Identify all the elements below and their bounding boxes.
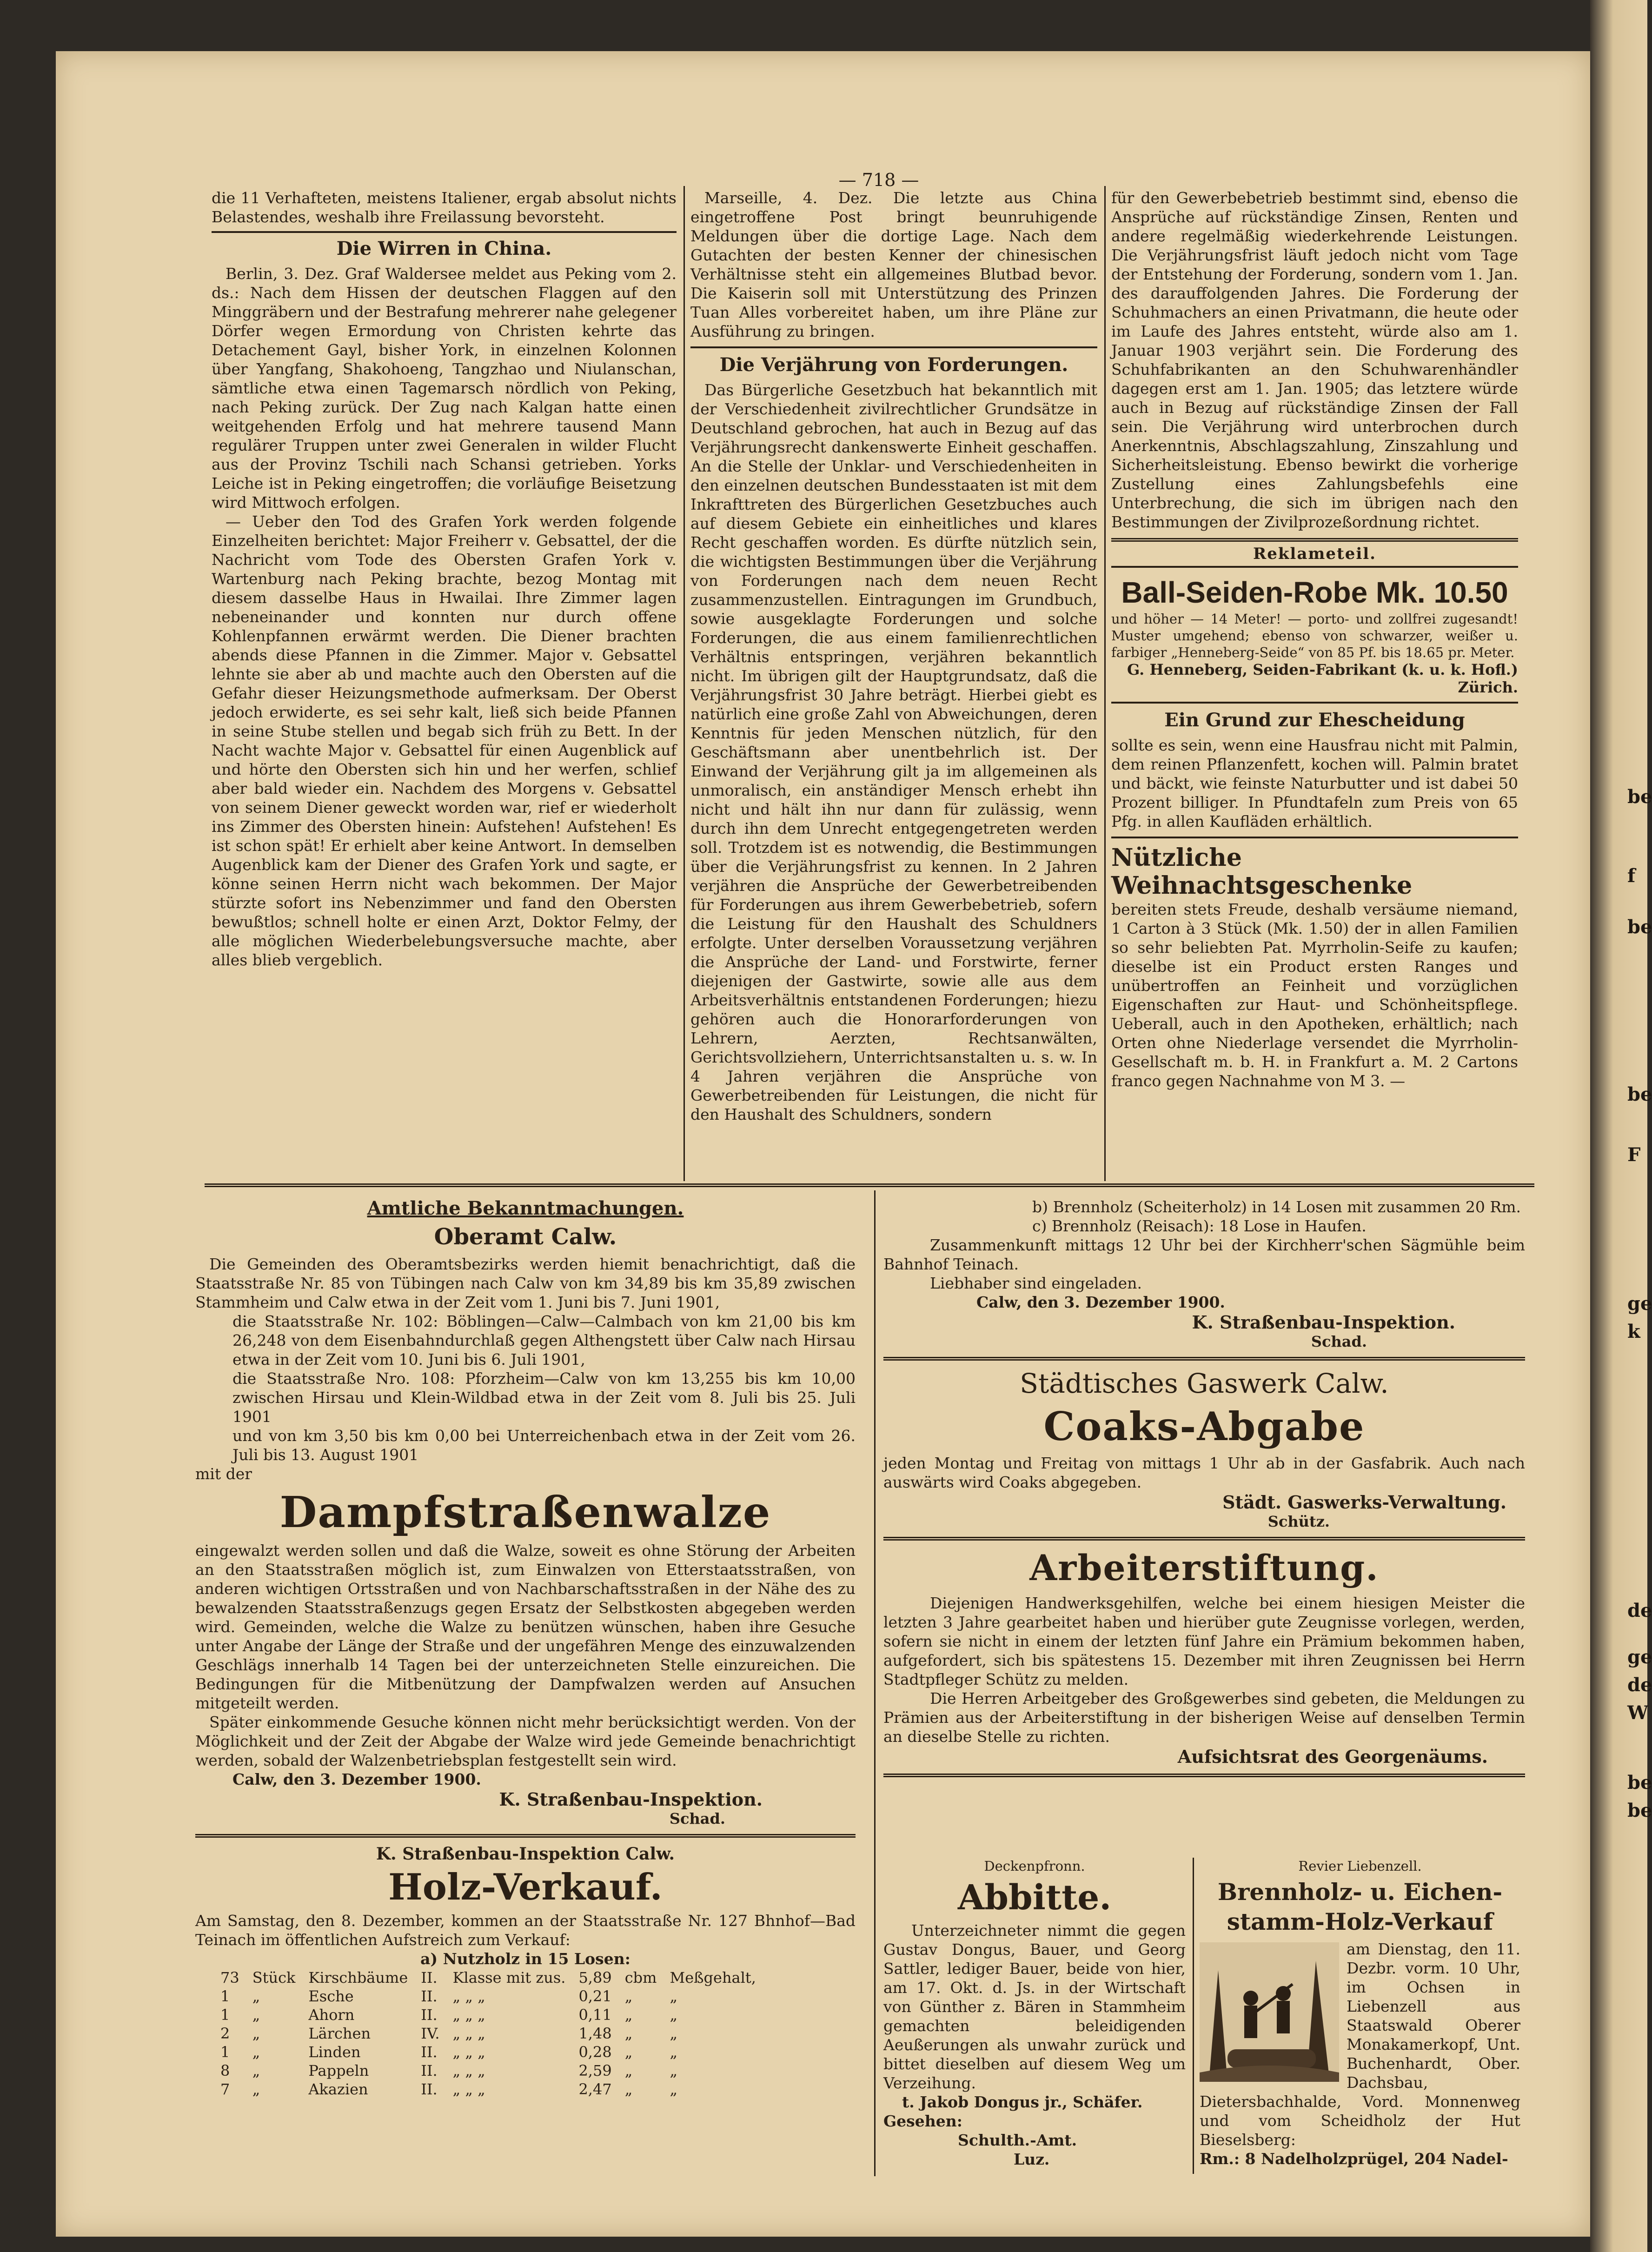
nutzholz-cell: 1 — [220, 2006, 230, 2024]
grund-text: sollte es sein, wenn eine Hausfrau nicht mit Palmin, dem reinen Pflanzenfett, kochen will. Palmin bratet und bäckt, wie feinste Naturbutter und ist dabei 50 Prozent billiger. In Pfundtafeln zum Preis von 65 Pfg. in allen Kaufläden erhältlich. — [1111, 736, 1518, 830]
nutzholz-cell: „ — [252, 2062, 260, 2079]
woodcutters-illustration — [1200, 1942, 1339, 2082]
brennholz-text: am Dienstag, den 11. Dezbr. vorm. 10 Uhr, im Ochsen in Liebenzell aus Staatswald Oberer Monakamerkopf, Unt. Buchenhardt, Ober. Dachsbau, Dietersbachhalde, Vord. Monnenweg und vom Scheidholz der Hut Bieselsberg: — [1200, 1940, 1520, 2149]
nutzholz-cell: „ — [670, 2006, 678, 2024]
arbeiter-paragraph-1: Diejenigen Handwerksgehilfen, welche bei einem hiesigen Meister die letzten 3 Jahre gearbeitet haben und hierüber gute Zeugnisse vorlegen, werden, sofern sie nicht in einem der letzten fünf Jahre ein Prämium bekommen haben, aufgefordert, sich bis spätestens 15. Dezember mit ihren Zeugnissen bei Herrn Stadtpfleger Schütz zu melden. — [883, 1594, 1525, 1688]
holz-paragraph: Am Samstag, den 8. Dezember, kommen an der Staatsstraße Nr. 127 Bhnhof—Bad Teinach im öffentlichen Aufstreich zum Verkauf: — [195, 1912, 856, 1949]
nutzholz-cell: „ „ „ — [452, 2080, 485, 2098]
china-paragraph-2: — Ueber den Tod des Grafen York werden folgende Einzelheiten berichtet: Major Freiherr v. Gebsattel, der die Nachricht vom Tode des Obersten Grafen York v. Wartenburg nach Peking brachte, bezog Montag mit diesem dasselbe Haus in Hwailai. Ihre Zimmer lagen nebeneinander und konnten nur durch offene Kohlenpfannen erwärmt werden. Die Diener brachten abends diese Pfannen in die Zimmer. Major v. Gebsattel lehnte sie aber ab und machte auch den Obersten auf die Gefahr dieser Heizungsmethode aufmerksam. Der Oberst jedoch erwiderte, es sei sehr kalt, ließ sich beide Pfannen in seine Stube stellen und begab sich früh zu Bett. In der Nacht wachte Major v. Gebsattel für einen Augenblick auf und hörte den Obersten sich hin und her werfen, schlief aber bald wieder ein. Nachdem des Morgens v. Gebsattel von seinem Diener geweckt worden war, rief er wiederholt ins Zimmer des Obersten hinein: Aufstehen! Aufstehen! Es ist schon spät! Er erhielt aber keine Antwort. In demselben Augenblick kam der Diener des Grafen York und sagte, er könne seinen Herrn nicht wach bekommen. Der Major stürzte sofort ins Nebenzimmer und fand den Obersten bewußtlos; schnell holte er einen Arzt, Doktor Felmy, der alle möglichen Wiederbelebungsversuche machte, aber alles blieb vergeblich. — [212, 512, 677, 969]
page-number: — 718 — — [838, 170, 919, 190]
nutzholz-cell: 2,59 — [578, 2062, 612, 2079]
amtlich-paragraph-3: die Staatsstraße Nro. 108: Pforzheim—Calw von km 13,255 bis km 10,00 zwischen Hirsau und Klein-Wildbad etwa in der Zeit vom 8. Juli bis 25. Juli 1901 — [232, 1369, 856, 1426]
nutzholz-cell: II. — [421, 2062, 438, 2079]
column-2 — [690, 188, 1097, 1124]
nutzholz-cell: „ — [252, 2025, 260, 2042]
facing-page-fragment: k — [1627, 1321, 1640, 1342]
mit-der: mit der — [195, 1465, 252, 1483]
nutzholz-cell: 0,21 — [578, 1987, 612, 2005]
nutzholz-cell: „ „ „ — [452, 2025, 485, 2042]
column-rule — [1104, 186, 1106, 1181]
divider — [883, 1357, 1525, 1361]
nutzholz-cell: „ „ „ — [452, 1987, 485, 2005]
nutzholz-cell: „ — [252, 2043, 260, 2061]
facing-page-fragment: ge — [1627, 1293, 1652, 1315]
holz-date: Calw, den 3. Dezember 1900. — [976, 1293, 1225, 1311]
marseille-paragraph: Marseille, 4. Dez. Die letzte aus China eingetroffene Post bringt beunruhigende Meldungen über die dortige Lage. Nach dem Gutachten der besten Kenner der chinesischen Verhältnisse steht ein allgemeines Blutbad bevor. Die Kaiserin soll mit Unterstützung des Prinzen Tuan Alles vorbereitet haben, um ihre Pläne zur Ausführung zu bringen. — [690, 189, 1097, 340]
nutzholz-cell: Meßgehalt, — [670, 1969, 756, 1986]
facing-page-fragment: F — [1627, 1144, 1641, 1166]
abbitte-place: Deckenpfronn. — [984, 1858, 1085, 1874]
nutzholz-cell: 7 — [220, 2080, 230, 2098]
nutzholz-cell: 2,47 — [578, 2080, 612, 2098]
gaswerk-signature: Städt. Gaswerks-Verwaltung. — [1222, 1492, 1506, 1513]
verjaehrung-continued: für den Gewerbebetrieb bestimmt sind, ebenso die Ansprüche auf rückständige Zinsen, Renten und andere regelmäßig wiederkehrende Leistungen. Die Verjährungsfrist läuft jedoch nicht vom Tage der Entstehung der Forderung, sondern vom 1. Jan. des darauffolgenden Jahres. Die Forderung der Schuhmachers an einen Privatmann, die heute oder im Laufe des Jahres entsteht, würde also am 1. Januar 1903 verjährt sein. Die Forderung des Schuhfabrikanten an den Schuhwarenhändler dagegen erst am 1. Jan. 1905; das letztere würde auch in Bezug auf rückständige Zinsen der Fall sein. Die Verjährung wird unterbrochen durch Anerkenntnis, Abschlagszahlung, Zinszahlung und Sicherheitsleistung. Ebenso bewirkt die vorherige Zustellung eines Zahlungsbefehls eine Unterbrechung, die sich im übrigen nach den Bestimmungen der Zivilprozeßordnung richtet. — [1111, 189, 1518, 531]
nutzholz-cell: „ — [670, 2043, 678, 2061]
facing-page-fragment: ge — [1627, 1646, 1652, 1668]
nutzholz-row — [214, 2024, 763, 2043]
nutzholz-cell: „ — [624, 2025, 633, 2042]
nutzholz-cell: „ „ „ — [452, 2062, 485, 2079]
divider — [212, 231, 677, 233]
brennholz-ad — [1200, 1858, 1520, 2168]
holz-brennholz-c: c) Brennholz (Reisach): 18 Lose in Haufen. — [1032, 1217, 1367, 1235]
nutzholz-row — [214, 2043, 763, 2061]
nutzholz-cell: „ — [624, 1987, 633, 2005]
nutzholz-table — [214, 1968, 763, 2099]
facing-page-fragment: be — [1627, 1800, 1652, 1821]
weihnacht-heading: Nützliche Weihnachtsgeschenke — [1111, 844, 1413, 900]
nutzholz-cell: Esche — [308, 1987, 354, 2005]
column-3 — [1111, 188, 1518, 1090]
facing-page-fragment: f — [1627, 865, 1636, 887]
amtlich-date: Calw, den 3. Dezember 1900. — [232, 1770, 481, 1788]
nutzholz-cell: 0,11 — [578, 2006, 612, 2024]
amtlich-signature: K. Straßenbau-Inspektion. — [499, 1789, 763, 1810]
nutzholz-row — [214, 1987, 763, 2006]
amtlich-paragraph-4: und von km 3,50 bis km 0,00 bei Unterreichenbach etwa in der Zeit vom 26. Juli bis 13. August 1901 — [232, 1427, 856, 1464]
nutzholz-cell: „ — [670, 2062, 678, 2079]
nutzholz-cell: „ — [252, 1987, 260, 2005]
abbitte-signature: t. Jakob Dongus jr., Schäfer. — [902, 2093, 1143, 2111]
nutzholz-cell: „ — [670, 1987, 678, 2005]
arbeiter-paragraph-2: Die Herren Arbeitgeber des Großgewerbes sind gebeten, die Meldungen zu Prämien aus der Arbeiterstiftung in der bisherigen Weise auf denselben Termin an dieselbe Stelle zu richten. — [883, 1689, 1525, 1746]
abbitte-amt: Schulth.-Amt. — [958, 2131, 1077, 2149]
nutzholz-cell: Klasse mit zus. — [452, 1969, 566, 1986]
abbitte-name: Luz. — [1014, 2150, 1050, 2168]
right-ads — [883, 1197, 1525, 1784]
divider — [1111, 538, 1518, 542]
nutzholz-cell: 1 — [220, 2043, 230, 2061]
brennholz-place: Revier Liebenzell. — [1298, 1858, 1422, 1874]
nutzholz-cell: 1 — [220, 1987, 230, 2005]
holz-title: Holz-Verkauf. — [388, 1866, 663, 1908]
nutzholz-cell: 0,28 — [578, 2043, 612, 2061]
facing-page-fragment: be — [1627, 1772, 1652, 1794]
nutzholz-cell: „ „ „ — [452, 2006, 485, 2024]
nutzholz-cell: 73 — [220, 1969, 239, 1986]
nutzholz-cell: Ahorn — [308, 2006, 355, 2024]
reklame-heading: Reklameteil. — [1253, 545, 1376, 563]
nutzholz-cell: 5,89 — [578, 1969, 612, 1986]
nutzholz-cell: „ — [624, 2043, 633, 2061]
divider — [195, 1834, 856, 1838]
divider — [883, 1537, 1525, 1541]
facing-page-fragment: de — [1627, 1674, 1652, 1696]
nutzholz-cell: „ — [624, 2006, 633, 2024]
amtlich-paragraph-6: Später einkommende Gesuche können nicht mehr berücksichtigt werden. Von der Möglichkeit und der Zeit der Abgabe der Walze wird jede Gemeinde benachrichtigt werden, sobald der Walzenbetriebsplan festgestellt sein wird. — [195, 1713, 856, 1769]
dampfwalze-title: Dampfstraßenwalze — [279, 1487, 771, 1537]
holz-signature: K. Straßenbau-Inspektion. — [1192, 1312, 1455, 1333]
column-rule — [874, 1190, 876, 2176]
arbeiter-title: Arbeiterstiftung. — [1029, 1547, 1379, 1588]
column-1 — [212, 188, 677, 970]
amtlich-paragraph-5: eingewalzt werden sollen und daß die Walze, soweit es ohne Störung der Arbeiten an den Staatsstraßen möglich ist, zum Einwalzen von Etterstaatsstraßen, von anderen wichtigen Ortsstraßen und von Nachbarschaftsstraßen in der Nähe des zu bewalzenden Staatsstraßenzugs gegen Ersatz der Selbstkosten abgegeben werden wird. Gemeinden, welche die Walze zu benützen wünschen, haben ihre Gesuche unter Angabe der Länge der Straße und der ungefähren Menge des einzuwalzenden Geschlägs innerhalb 14 Tagen bei der unterzeichneten Stelle einzureichen. Die Bedingungen für die Mitbenützung der Dampfwalzen werden auf Ansuchen mitgeteilt werden. — [195, 1541, 856, 1712]
nutzholz-cell: 1,48 — [578, 2025, 612, 2042]
facing-page-fragment: be — [1627, 1083, 1652, 1105]
column-rule — [1193, 1858, 1194, 2174]
facing-page-fragment: be — [1627, 786, 1652, 808]
nutzholz-cell: „ — [252, 2006, 260, 2024]
grund-heading: Ein Grund zur Ehescheidung — [1164, 709, 1465, 731]
nutzholz-cell: Pappeln — [308, 2062, 369, 2079]
nutzholz-cell: IV. — [421, 2025, 440, 2042]
brennholz-last-line: Rm.: 8 Nadelholzprügel, 204 Nadel- — [1200, 2150, 1508, 2168]
nutzholz-cell: II. — [421, 2043, 438, 2061]
seide-text: und höher — 14 Meter! — porto- und zollfrei zugesandt! Muster umgehend; ebenso von schwarzer, weißer u. farbiger „Henneberg-Seide“ von 85 Pf. bis 18.65 pr. Meter. — [1111, 611, 1518, 660]
nutzholz-cell: „ — [624, 2062, 633, 2079]
nutzholz-cell: 2 — [220, 2025, 230, 2042]
seide-firm: G. Henneberg, Seiden-Fabrikant (k. u. k. Hofl.) Zürich. — [1127, 661, 1518, 696]
nutzholz-cell: II. — [421, 2080, 438, 2098]
nutzholz-row — [214, 2080, 763, 2099]
nutzholz-cell: Linden — [308, 2043, 361, 2061]
divider — [1111, 702, 1518, 704]
divider — [1111, 837, 1518, 838]
divider — [1111, 566, 1518, 568]
holz-liebhaber: Liebhaber sind eingeladen. — [930, 1274, 1142, 1292]
divider — [690, 346, 1097, 348]
holz-signature-name: Schad. — [1311, 1333, 1367, 1350]
coaks-title: Coaks-Abgabe — [1043, 1403, 1365, 1449]
book-gutter — [1590, 0, 1647, 2252]
oberamt-heading: Oberamt Calw. — [434, 1224, 617, 1250]
nutzholz-cell: Kirschbäume — [308, 1969, 408, 1986]
facing-page-fragment: de — [1627, 1600, 1652, 1621]
nutzholz-cell: cbm — [624, 1969, 657, 1986]
nutzholz-row — [214, 2061, 763, 2080]
nutzholz-cell: „ — [624, 2080, 633, 2098]
nutzholz-cell: II. — [421, 1987, 438, 2005]
nutzholz-cell: Lärchen — [308, 2025, 371, 2042]
coaks-text: jeden Montag und Freitag von mittags 1 Uhr ab in der Gasfabrik. Auch nach auswärts wird Coaks abgegeben. — [883, 1454, 1525, 1491]
column-rule — [683, 186, 685, 1181]
nutzholz-cell: II. — [421, 1969, 438, 1986]
facing-page-fragment: W — [1627, 1702, 1648, 1724]
newspaper-page — [56, 51, 1590, 2237]
gaswerk-heading: Städtisches Gaswerk Calw. — [1020, 1368, 1389, 1399]
amtlich-section — [195, 1197, 856, 2099]
verjaehrung-paragraph: Das Bürgerliche Gesetzbuch hat bekanntlich mit der Verschiedenheit zivilrechtlicher Grundsätze in Deutschland gebrochen, hat auch in Bezug auf das Verjährungsrecht dankenswerte Einheit geschaffen. An die Stelle der Unklar- und Verschiedenheiten in den einzelnen deutschen Bundesstaaten ist mit dem Inkrafttreten des Bürgerlichen Gesetzbuches auch auf diesem Gebiete ein einheitliches und klares Recht geschaffen worden. Es dürfte nützlich sein, die wichtigsten Bestimmungen über die Verjährung von Forderungen nach dem neuen Recht zusammenzustellen. Eintragungen im Grundbuch, sowie ausgeklagte Forderungen und solche Forderungen, die aus einem familienrechtlichen Verhältnis entspringen, verjähren bekanntlich nicht. Im übrigen gilt der Hauptgrundsatz, daß die Verjährungsfrist 30 Jahre beträgt. Hierbei giebt es natürlich eine große Zahl von Abweichungen, deren Kenntnis für jeden Menschen nützlich, für den Geschäftsmann aber unentbehrlich ist. Der Einwand der Verjährung gilt ja im allgemeinen als unmoralisch, ein anständiger Mensch erhebt ihn nicht und hält ihn nur dann für zulässig, wenn durch ihn dem Unrecht entgegengetreten werden soll. Trotzdem ist es notwendig, die Bestimmungen über die Verjährungsfrist zu kennen. In 2 Jahren verjähren die Ansprüche der Gewerbetreibenden für Forderungen aus ihrem Gewerbebetrieb, sofern die Leistung für den Haushalt des Schuldners erfolgte. Unter derselben Voraussetzung verjähren die Ansprüche der Land- und Forstwirte, ferner diejenigen der Gastwirte, sowie alle aus dem Arbeitsverhältnis entstandenen Forderungen; hiezu gehören auch die Honorarforderungen von Lehrern, Aerzten, Rechtsanwälten, Gerichtsvollziehern, Unterrichtsanstalten u. s. w. In 4 Jahren verjähren die Ansprüche von Gewerbetreibenden für Leistungen, die nicht für den Haushalt des Schuldners, sondern — [690, 381, 1097, 1123]
amtlich-signature-name: Schad. — [669, 1810, 725, 1827]
brennholz-title: Brennholz- u. Eichen-stamm-Holz-Verkauf — [1217, 1878, 1503, 1935]
nutzholz-cell: „ „ „ — [452, 2043, 485, 2061]
china-paragraph-1: Berlin, 3. Dez. Graf Waldersee meldet aus Peking vom 2. ds.: Nach dem Hissen der deutschen Flaggen auf den Minggräbern und der Bestrafung mehrerer nahe gelegener Dörfer wegen Ermordung von Christen kehrte das Detachement Gayl, bisher York, in einzelnen Kolonnen über Yangfang, Shakohoeng, Tangzhao und Niulanschan, sämtliche etwa einen Tagemarsch nördlich von Peking, nach Peking zurück. Der Zug nach Kalgan hatte einen weitgehenden Erfolg und hat mehrere tausend Mann regulärer Truppen unter zwei Generalen in wilder Flucht aus der Provinz Tschili nach Schansi getrieben. Yorks Leiche ist in Peking eingetroffen; die vorläufige Beisetzung wird Mittwoch erfolgen. — [212, 265, 677, 512]
nutzholz-cell: „ — [252, 2080, 260, 2098]
amtlich-heading: Amtliche Bekanntmachungen. — [367, 1197, 684, 1219]
holz-sub: a) Nutzholz in 15 Losen: — [420, 1950, 630, 1968]
verjaehrung-heading: Die Verjährung von Forderungen. — [719, 354, 1068, 376]
amtlich-paragraph-2: die Staatsstraße Nr. 102: Böblingen—Calw—Calmbach von km 21,00 bis km 26,248 von dem Eisenbahndurchlaß gegen Althengstett über Calw nach Hirsau etwa in der Zeit vom 10. Juni bis 6. Juli 1901, — [232, 1312, 856, 1368]
arbeiter-signature: Aufsichtsrat des Georgenäums. — [1177, 1746, 1488, 1767]
nutzholz-cell: II. — [421, 2006, 438, 2024]
china-heading: Die Wirren in China. — [336, 238, 552, 259]
seide-title: Ball-Seiden-Robe Mk. 10.50 — [1121, 576, 1508, 609]
nutzholz-cell: Akazien — [308, 2080, 368, 2098]
intro-text: die 11 Verhafteten, meistens Italiener, ergab absolut nichts Belastendes, weshalb ihre Freilassung bevorsteht. — [212, 189, 677, 226]
weihnacht-text: bereiten stets Freude, deshalb versäume niemand, 1 Carton à 3 Stück (Mk. 1.50) der in allen Familien so sehr beliebten Pat. Myrrholin-Seife zu kaufen; dieselbe ist ein Product ersten Ranges und unübertroffen an Feinheit und vorzüglichen Eigenschaften zur Haut- und Schönheitspflege. Ueberall, auch in den Apotheken, erhältlich; nach Orten ohne Niederlage versendet die Myrrholin-Gesellschaft m. b. H. in Frankfurt a. M. 2 Cartons franco gegen Nachnahme von M 3. — — [1111, 900, 1518, 1090]
abbitte-title: Abbitte. — [957, 1878, 1112, 1918]
nutzholz-cell: 8 — [220, 2062, 230, 2079]
abbitte-seen: Gesehen: — [883, 2112, 962, 2130]
abbitte-ad — [883, 1858, 1186, 2169]
nutzholz-row — [214, 1968, 763, 1987]
gaswerk-signature-name: Schütz. — [1267, 1513, 1330, 1530]
nutzholz-cell: „ — [670, 2025, 678, 2042]
section-divider — [205, 1183, 1534, 1187]
amtlich-paragraph-1: Die Gemeinden des Oberamtsbezirks werden hiemit benachrichtigt, daß die Staatsstraße Nr. 85 von Tübingen nach Calw von km 34,89 bis km 35,89 zwischen Stammheim und Calw etwa in der Zeit vom 1. Juni bis 7. Juni 1901, — [195, 1255, 856, 1311]
holz-zusammenkunft: Zusammenkunft mittags 12 Uhr bei der Kirchherr'schen Sägmühle beim Bahnhof Teinach. — [883, 1236, 1525, 1273]
holz-brennholz-b: b) Brennholz (Scheiterholz) in 14 Losen mit zusammen 20 Rm. — [1032, 1198, 1521, 1216]
abbitte-text: Unterzeichneter nimmt die gegen Gustav Dongus, Bauer, und Georg Sattler, lediger Bauer, beide von hier, am 17. Okt. d. Js. in der Wirtschaft von Günther z. Bären in Stammheim gemachten beleidigenden Aeußerungen als unwahr zurück und bittet dieselben auf diesem Weg um Verzeihung. — [883, 1921, 1186, 2092]
facing-page-fragment: be — [1627, 916, 1652, 938]
divider — [883, 1774, 1525, 1777]
nutzholz-row — [214, 2006, 763, 2024]
holz-office: K. Straßenbau-Inspektion Calw. — [376, 1844, 675, 1864]
nutzholz-cell: „ — [670, 2080, 678, 2098]
nutzholz-cell: Stück — [252, 1969, 296, 1986]
